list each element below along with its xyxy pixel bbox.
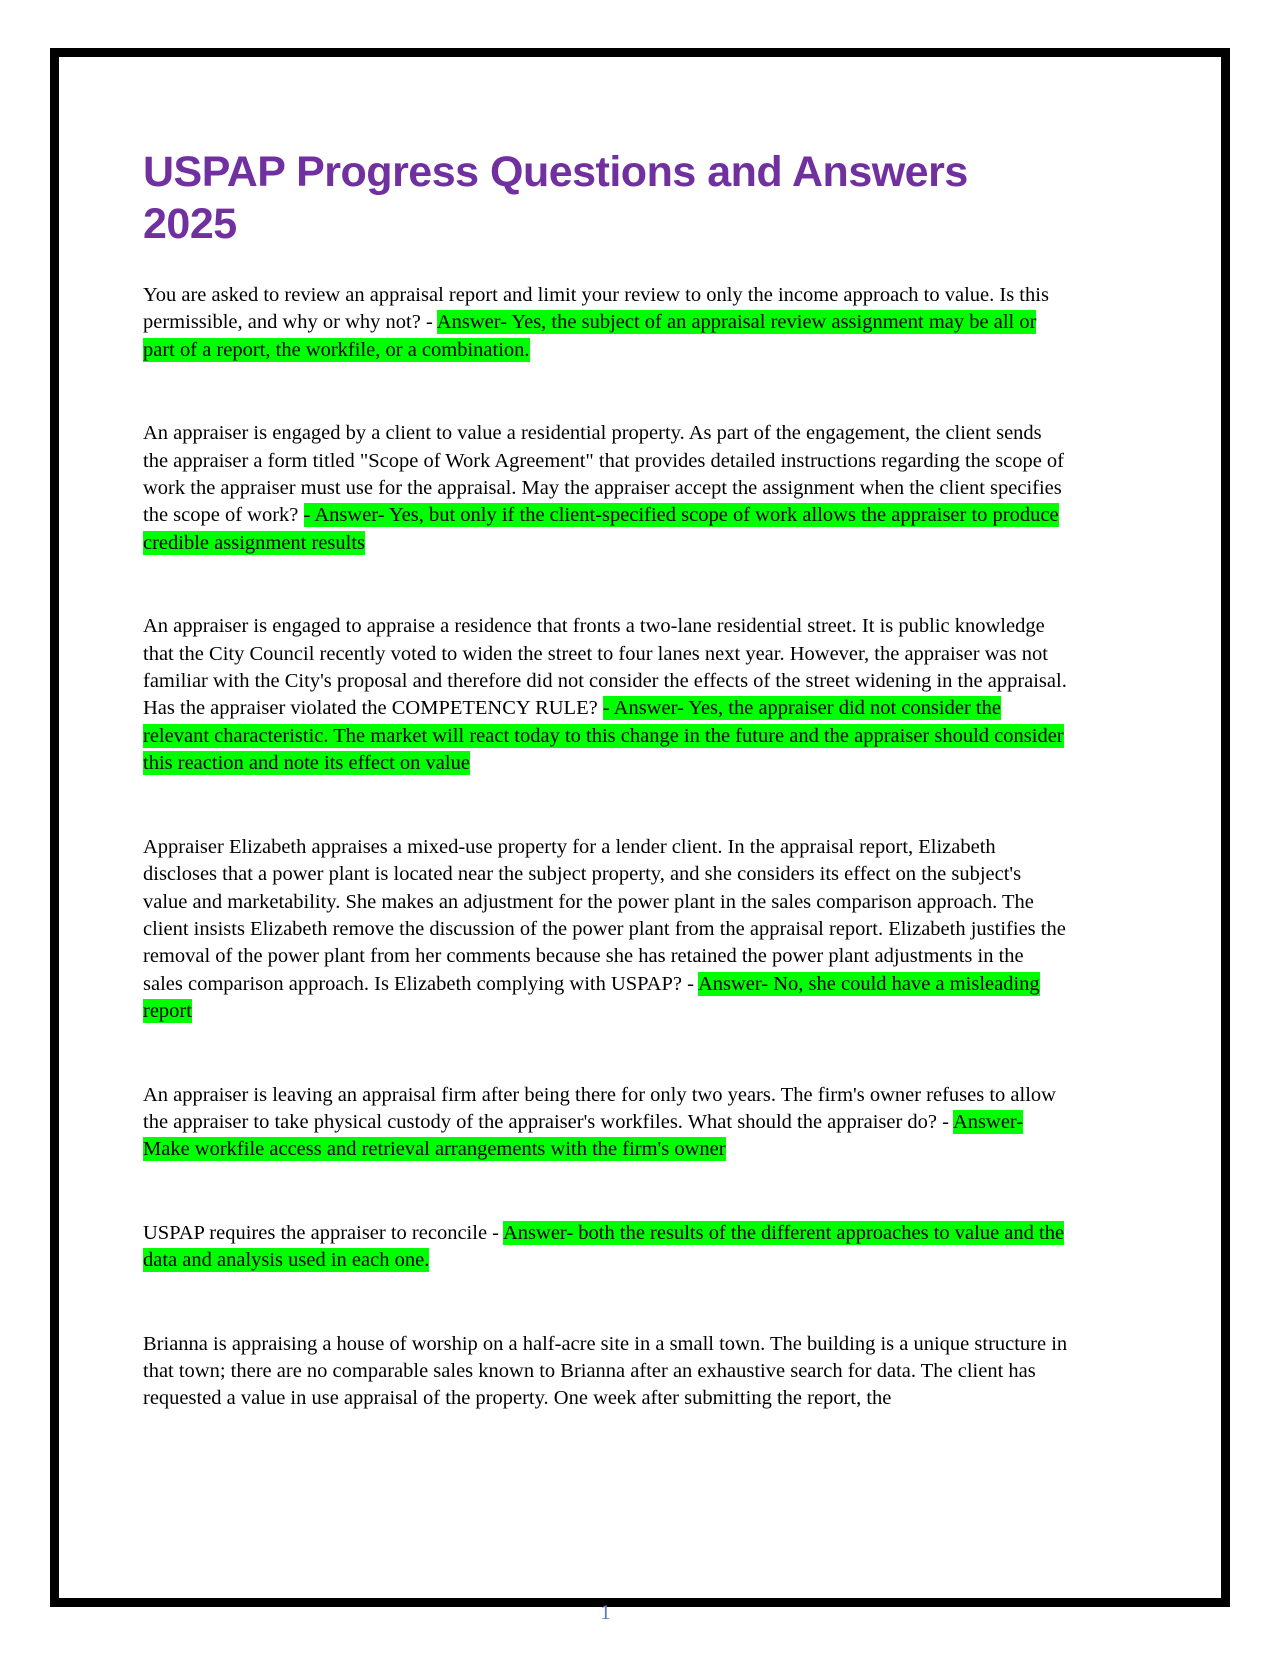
question-text: An appraiser is engaged to appraise a residence that fronts a two-lane residential street. It is public knowledge that the City Council recently voted to widen the street to four lanes next year. However, the appraiser was not familiar with the City's proposal and therefore did not consider the effects of the street widening in the appraisal. Has the appraiser violated the COMPETENCY RULE? bbox=[143, 615, 1067, 720]
question-text: An appraiser is leaving an appraisal firm after being there for only two years. The firm's owner refuses to allow the appraiser to take physical custody of the appraiser's workfiles. What should the appraiser do? - bbox=[143, 1083, 1056, 1133]
answer-highlight: Answer- Yes, the subject of an appraisal review assignment may be all or part of a report, the workfile, or a combination. bbox=[143, 311, 1037, 361]
question-text: You are asked to review an appraisal report and limit your review to only the income approach to value. Is this permissible, and why or why not? - bbox=[143, 284, 1049, 334]
answer-highlight: - Answer- Yes, but only if the client-specified scope of work allows the appraiser to produce credible assignment results bbox=[143, 504, 1059, 554]
qa-paragraph bbox=[143, 420, 1068, 557]
qa-paragraph bbox=[143, 1082, 1068, 1164]
page-title: USPAP Progress Questions and Answers 2025 bbox=[143, 148, 968, 248]
qa-paragraph bbox=[143, 1220, 1068, 1275]
page-number: 1 bbox=[600, 1600, 611, 1624]
question-text: An appraiser is engaged by a client to value a residential property. As part of the engagement, the client sends the appraiser a form titled "Scope of Work Agreement" that provides detailed instructions regarding the scope of work the appraiser must use for the appraisal. May the appraiser accept the assignment when the client specifies the scope of work? bbox=[143, 422, 1064, 527]
answer-highlight: Answer- No, she could have a misleading report bbox=[143, 972, 1040, 1023]
question-text: USPAP requires the appraiser to reconcile - bbox=[143, 1221, 503, 1244]
question-text: Appraiser Elizabeth appraises a mixed-use property for a lender client. In the appraisal report, Elizabeth discloses that a power plant is located near the subject property, and she considers its effect on the subject's value and marketability. She makes an adjustment for the power plant in the sales comparison approach. The client insists Elizabeth remove the discussion of the power plant from the appraisal report. Elizabeth justifies the removal of the power plant from her comments because she has retained the power plant adjustments in the sales comparison approach. Is Elizabeth complying with USPAP? - bbox=[143, 835, 1066, 995]
answer-highlight: Answer- Make workfile access and retrieval arrangements with the firm's owner bbox=[143, 1110, 1024, 1161]
answer-highlight: - Answer- Yes, the appraiser did not consider the relevant characteristic. The market will react today to this change in the future and the appraiser should consider this reaction and note its effect on value bbox=[143, 697, 1064, 775]
question-text: Brianna is appraising a house of worship on a half-acre site in a small town. The building is a unique structure in that town; there are no comparable sales known to Brianna after an exhaustive search for data. The client has requested a value in use appraisal of the property. One week after submitting the report, the bbox=[143, 1332, 1068, 1410]
document-body bbox=[143, 146, 1068, 1413]
answer-highlight: Answer- both the results of the different approaches to value and the data and analysis used in each one. bbox=[143, 1221, 1065, 1272]
qa-paragraph bbox=[143, 613, 1068, 777]
qa-paragraph bbox=[143, 834, 1068, 1026]
qa-paragraph bbox=[143, 282, 1068, 364]
qa-paragraph bbox=[143, 1331, 1068, 1413]
